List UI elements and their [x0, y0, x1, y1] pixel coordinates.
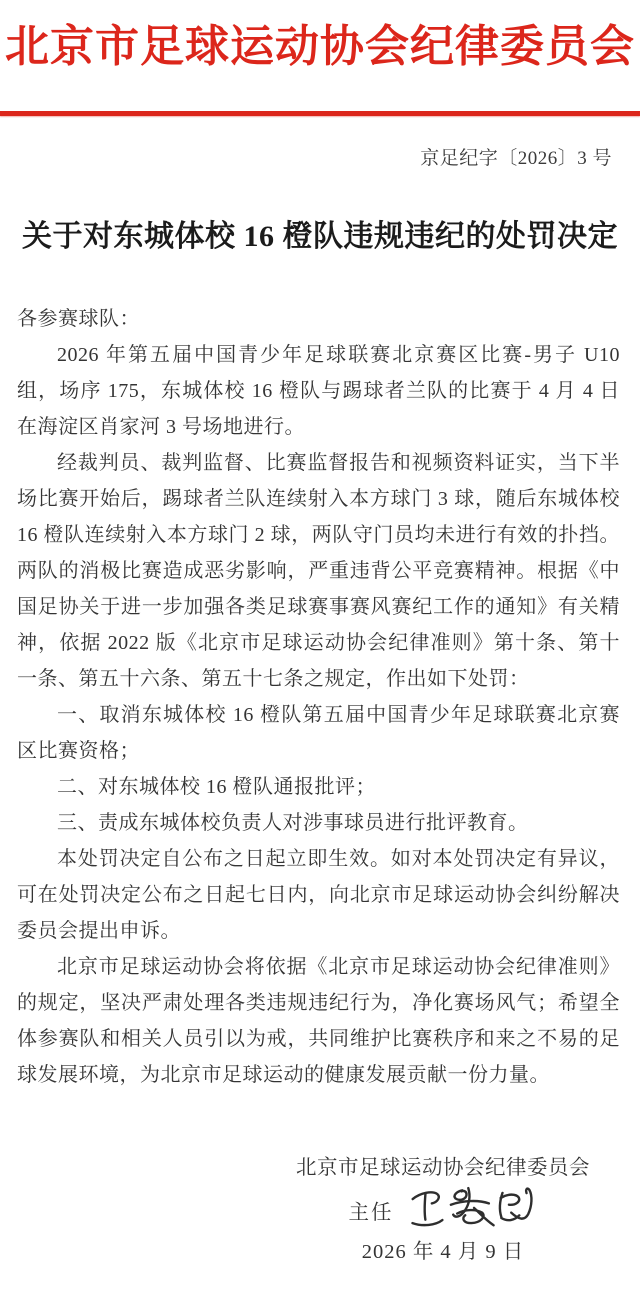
signature-date: 2026 年 4 月 9 日: [361, 1241, 525, 1263]
signature-block: [296, 1151, 590, 1269]
document-body: [0, 301, 640, 1093]
salutation: 各参赛球队：: [17, 308, 140, 330]
document-title: 关于对东城体校 16 橙队违规违纪的处罚决定: [22, 220, 618, 253]
doc-number: 京足纪字〔2026〕3 号: [420, 148, 612, 169]
body-paragraph: 经裁判员、裁判监督、比赛监督报告和视频资料证实，当下半场比赛开始后，踢球者兰队连续射入本方球门 3 球，随后东城体校 16 橙队连续射入本方球门 2 球，两队守门员均未进行有效的扑挡。两队的消极比赛造成恶劣影响，严重违背公平竞赛精神。根据《中国足协关于进一步加强各类足球赛事赛风赛纪工作的通知》有关精神，依据 2022 版《北京市足球运动协会纪律准则》第十条、第十一条、第五十六条、第五十七条之规定，作出如下处罚：: [17, 452, 620, 690]
signature-role-label: 主任: [348, 1202, 394, 1224]
body-paragraph: 北京市足球运动协会将依据《北京市足球运动协会纪律准则》的规定，坚决严肃处理各类违规违纪行为，净化赛场风气；希望全体参赛队和相关人员引以为戒，共同维护比赛秩序和来之不易的足球发展环境，为北京市足球运动的健康发展贡献一份力量。: [17, 956, 620, 1086]
body-paragraph: 三、责成东城体校负责人对涉事球员进行批评教育。: [57, 812, 529, 834]
body-paragraph: 一、取消东城体校 16 橙队第五届中国青少年足球联赛北京赛区比赛资格；: [17, 704, 620, 762]
body-paragraph: 二、对东城体校 16 橙队通报批评；: [57, 776, 376, 798]
letterhead-divider: [0, 111, 640, 116]
signature-org: 北京市足球运动协会纪律委员会: [296, 1157, 590, 1179]
letterhead: [0, 0, 640, 171]
body-paragraph: 2026 年第五届中国青少年足球联赛北京赛区比赛-男子 U10 组，场序 175，东城体校 16 橙队与踢球者兰队的比赛于 4 月 4 日在海淀区肖家河 3 号场地进行。: [17, 344, 620, 438]
body-paragraph: 本处罚决定自公布之日起立即生效。如对本处罚决定有异议，可在处罚决定公布之日起七日内，向北京市足球运动协会纠纷解决委员会提出申诉。: [17, 848, 620, 942]
handwritten-signature: [405, 1181, 539, 1236]
signature-row: [296, 1185, 590, 1235]
letterhead-org-name: 北京市足球运动协会纪律委员会: [5, 22, 635, 71]
